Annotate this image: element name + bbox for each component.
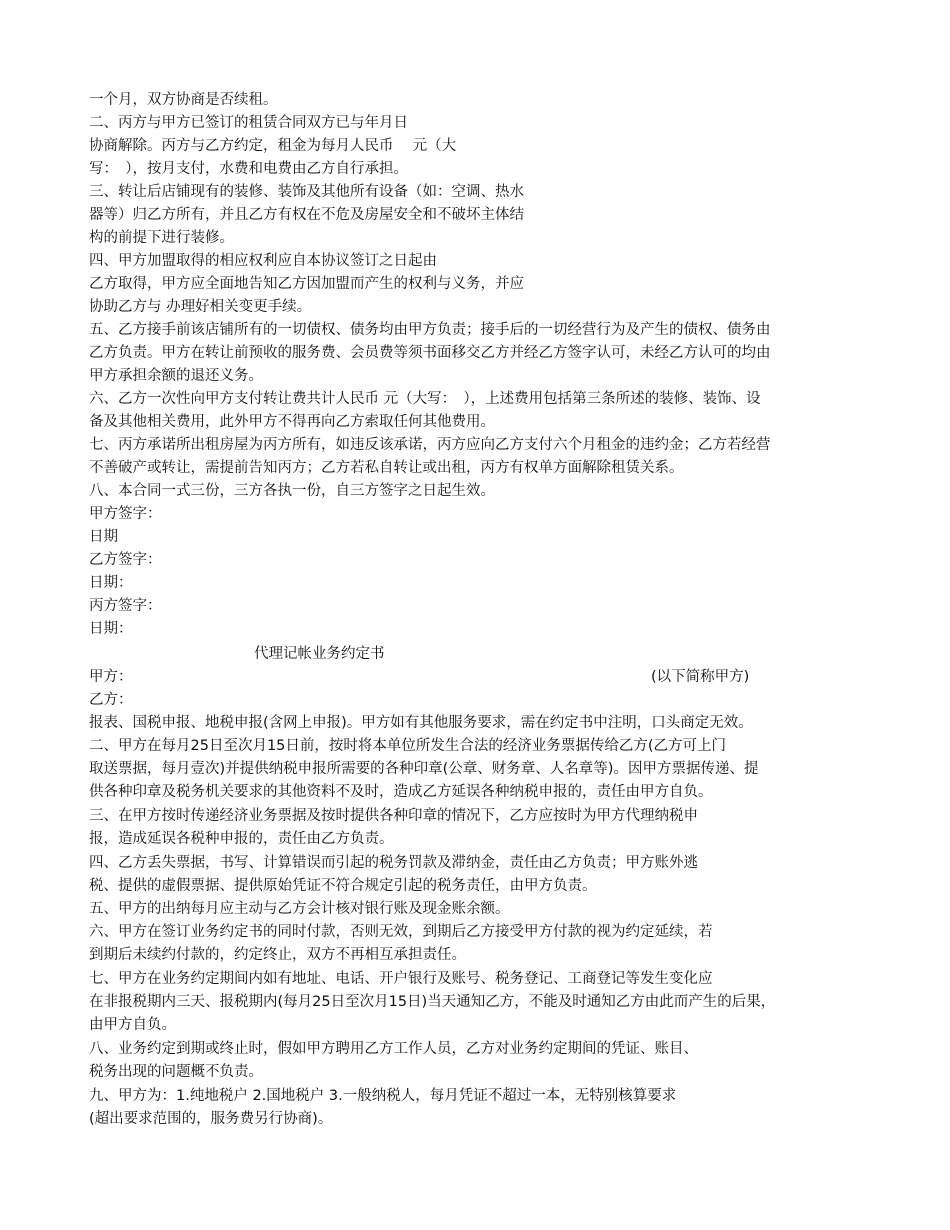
clause-line: 协商解除。丙方与乙方约定，租金为每月人民币 元（大 bbox=[89, 138, 457, 154]
date-line-party-b: 日期： bbox=[89, 575, 133, 591]
clause-line: 取送票据，每月壹次)并提供纳税申报所需要的各种印章(公章、财务章、人名章等)。因甲方票据传递、提 bbox=[89, 761, 759, 777]
clause-line: 五、乙方接手前该店铺所有的一切债权、债务均由甲方负责；接手后的一切经营行为及产生的债权、债务由 bbox=[89, 322, 771, 338]
clause-line: 报，造成延误各税种申报的，责任由乙方负责。 bbox=[89, 831, 394, 847]
clause-line: 四、甲方加盟取得的相应权利应自本协议签订之日起由 bbox=[89, 253, 437, 269]
clause-line: 乙方取得，甲方应全面地告知乙方因加盟而产生的权利与义务，并应 bbox=[89, 276, 524, 292]
date-line-party-c: 日期： bbox=[89, 621, 133, 637]
clause-line: 一个月，双方协商是否续租。 bbox=[89, 92, 278, 108]
clause-line: 税务出现的问题概不负责。 bbox=[89, 1064, 263, 1080]
clause-line: 构的前提下进行装修。 bbox=[89, 230, 234, 246]
clause-line: 三、在甲方按时传递经济业务票据及按时提供各种印章的情况下，乙方应按时为甲方代理纳税申 bbox=[89, 808, 698, 824]
party-a-label: 甲方： bbox=[89, 669, 133, 685]
clause-line: 乙方负责。甲方在转让前预收的服务费、会员费等须书面移交乙方并经乙方签字认可，未经乙方认可的均由 bbox=[89, 345, 771, 361]
clause-line: 到期后未续约付款的，约定终止，双方不再相互承担责任。 bbox=[89, 947, 466, 963]
clause-line: 器等）归乙方所有，并且乙方有权在不危及房屋安全和不破坏主体结 bbox=[89, 207, 524, 223]
clause-line: 四、乙方丢失票据，书写、计算错误而引起的税务罚款及滞纳金，责任由乙方负责；甲方账外逃 bbox=[89, 855, 698, 871]
clause-line: 五、甲方的出纳每月应主动与乙方会计核对银行账及现金账余额。 bbox=[89, 901, 510, 917]
clause-line: 不善破产或转让，需提前告知丙方；乙方若私自转让或出租，丙方有权单方面解除租赁关系。 bbox=[89, 460, 684, 476]
clause-line: 九、甲方为：1.纯地税户 2.国地税户 3.一般纳税人，每月凭证不超过一本，无特别核算要求 bbox=[89, 1088, 677, 1104]
clause-line: 六、乙方一次性向甲方支付转让费共计人民币 元（大写： ），上述费用包括第三条所述的装修、装饰、设 bbox=[89, 391, 761, 407]
clause-line: 备及其他相关费用，此外甲方不得再向乙方索取任何其他费用。 bbox=[89, 414, 495, 430]
clause-line: 由甲方自负。 bbox=[89, 1017, 176, 1033]
signature-line-party-c: 丙方签字： bbox=[89, 598, 162, 614]
clause-line: 税、提供的虚假票据、提供原始凭证不符合规定引起的税务责任，由甲方负责。 bbox=[89, 878, 597, 894]
clause-line: 七、丙方承诺所出租房屋为丙方所有，如违反该承诺，丙方应向乙方支付六个月租金的违约金；乙方若经营 bbox=[89, 437, 771, 453]
clause-line: 二、甲方在每月25日至次月15日前，按时将本单位所发生合法的经济业务票据传给乙方(乙方可上门 bbox=[89, 738, 727, 754]
party-a-note: (以下简称甲方) bbox=[651, 669, 750, 685]
clause-line: 三、转让后店铺现有的装修、装饰及其他所有设备（如：空调、热水 bbox=[89, 184, 524, 200]
clause-line: 写： ），按月支付，水费和电费由乙方自行承担。 bbox=[89, 161, 408, 177]
date-line-party-a: 日期 bbox=[89, 529, 118, 545]
clause-line: 报表、国税申报、地税申报(含网上申报)。甲方如有其他服务要求，需在约定书中注明，口头商定无效。 bbox=[89, 715, 753, 731]
clause-line: 在非报税期内三天、报税期内(每月25日至次月15日)当天通知乙方，不能及时通知乙方由此而产生的后果， bbox=[89, 994, 776, 1010]
clause-line: 七、甲方在业务约定期间内如有地址、电话、开户银行及账号、税务登记、工商登记等发生变化应 bbox=[89, 971, 713, 987]
clause-line: 二、丙方与甲方已签订的租赁合同双方已与年月日 bbox=[89, 115, 408, 131]
signature-line-party-b: 乙方签字： bbox=[89, 552, 162, 568]
clause-line: 八、本合同一式三份，三方各执一份，自三方签字之日起生效。 bbox=[89, 483, 495, 499]
document-title: 代理记帐业务约定书 bbox=[254, 646, 385, 662]
clause-line: (超出要求范围的，服务费另行协商)。 bbox=[89, 1111, 333, 1127]
clause-line: 供各种印章及税务机关要求的其他资料不及时，造成乙方延误各种纳税申报的，责任由甲方自负。 bbox=[89, 784, 713, 800]
signature-line-party-a: 甲方签字： bbox=[89, 506, 162, 522]
clause-line: 甲方承担余额的退还义务。 bbox=[89, 368, 263, 384]
clause-line: 六、甲方在签订业务约定书的同时付款，否则无效，到期后乙方接受甲方付款的视为约定延续，若 bbox=[89, 924, 713, 940]
party-b-label: 乙方： bbox=[89, 692, 133, 708]
clause-line: 协助乙方与 办理好相关变更手续。 bbox=[89, 299, 312, 315]
clause-line: 八、业务约定到期或终止时，假如甲方聘用乙方工作人员，乙方对业务约定期间的凭证、账目、 bbox=[89, 1041, 698, 1057]
